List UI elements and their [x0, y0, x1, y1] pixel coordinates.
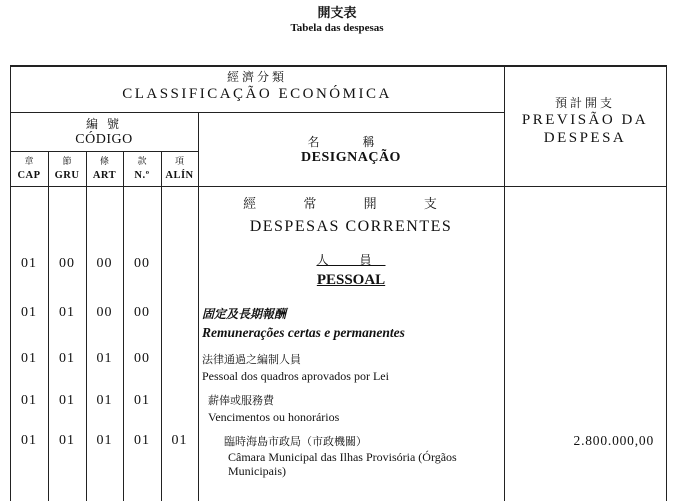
- forecast-header: PREVISÃO DA DESPESA: [521, 112, 649, 146]
- forecast-header-zh: 預計開支: [554, 96, 615, 110]
- code-art: 01: [96, 433, 113, 448]
- code-header-zh: 編 號: [85, 117, 122, 131]
- name-header: DESIGNAÇÃO: [301, 150, 401, 165]
- code-art: 01: [96, 393, 113, 408]
- col-gru-zh: 節: [62, 156, 72, 166]
- col-alin-zh: 項: [174, 156, 184, 166]
- code-art: 00: [96, 256, 113, 271]
- code-num: 00: [134, 351, 150, 366]
- code-gru: 00: [59, 256, 75, 271]
- code-gru: 01: [59, 351, 75, 366]
- classification-header-zh: 經濟分類: [226, 70, 287, 84]
- row-title: Remunerações certas e permanentes: [202, 325, 405, 340]
- code-num: 01: [134, 433, 150, 448]
- page-title: 開支表: [317, 5, 357, 20]
- classification-header: CLASSIFICAÇÃO ECONÓMICA: [122, 86, 392, 102]
- page-subtitle: Tabela das despesas: [290, 22, 384, 34]
- code-cap: 01: [21, 256, 37, 271]
- code-art: 01: [96, 351, 113, 366]
- row-title-zh: 薪俸或服務費: [208, 395, 274, 407]
- code-num: 00: [134, 305, 150, 320]
- row-title: PESSOAL: [316, 272, 386, 288]
- code-cap: 01: [21, 393, 37, 408]
- code-gru: 01: [59, 433, 75, 448]
- name-header-zh: 名 稱: [307, 135, 395, 149]
- col-alin: ALÍN: [165, 170, 194, 181]
- code-cap: 01: [21, 351, 37, 366]
- section-title: DESPESAS CORRENTES: [249, 218, 453, 235]
- row-title-zh: 臨時海島市政局（市政機關）: [224, 436, 367, 448]
- row-title-zh: 固定及長期報酬: [202, 307, 287, 321]
- row-title: Câmara Municipal das Ilhas Provisória (Órgãos Municipais): [228, 450, 457, 478]
- row-title-zh: 法律通過之編制人員: [202, 354, 301, 366]
- row-title-zh: 人 員: [316, 253, 386, 267]
- code-cap: 01: [21, 305, 37, 320]
- col-gru: GRU: [54, 170, 80, 181]
- col-num-zh: 款: [137, 156, 147, 166]
- code-num: 01: [134, 393, 150, 408]
- col-num: N.º: [134, 170, 150, 181]
- code-gru: 01: [59, 393, 75, 408]
- row-title: Vencimentos ou honorários: [208, 410, 340, 424]
- code-header: CÓDIGO: [75, 132, 133, 147]
- code-cap: 01: [21, 433, 37, 448]
- col-cap: CAP: [17, 170, 41, 181]
- col-art-zh: 條: [99, 156, 109, 166]
- code-num: 00: [134, 256, 150, 271]
- section-title-zh: 經 常 開 支: [243, 196, 459, 211]
- col-cap-zh: 章: [24, 156, 34, 166]
- amount-value: 2.800.000,00: [573, 433, 654, 448]
- col-art: ART: [92, 170, 117, 181]
- code-gru: 01: [59, 305, 75, 320]
- code-alin: 01: [171, 433, 188, 448]
- code-art: 00: [96, 305, 113, 320]
- row-title: Pessoal dos quadros aprovados por Lei: [202, 369, 389, 383]
